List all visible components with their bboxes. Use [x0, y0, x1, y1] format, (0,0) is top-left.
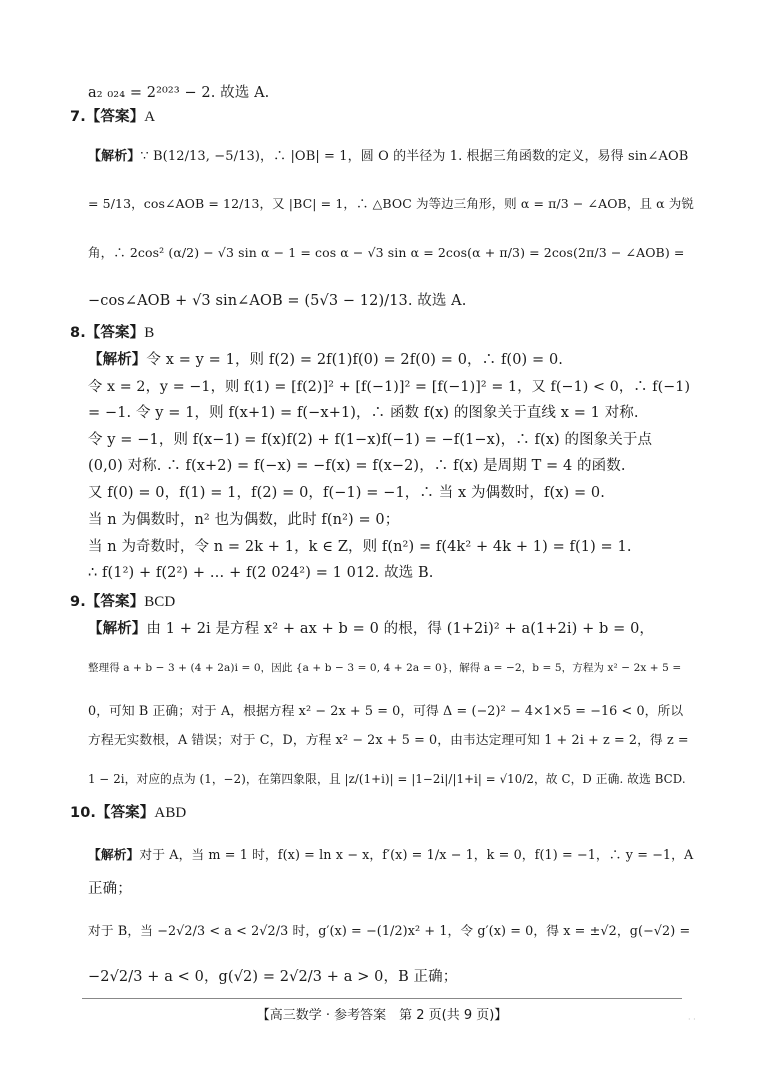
text-line	[88, 731, 689, 751]
line-text: 令 x = y = 1，则 f(2) = 2f(1)f(0) = 2f(0) = 0，∴ f(0) = 0.	[146, 352, 563, 368]
answer-value: B	[144, 325, 155, 341]
analysis-tag: 【解析】	[88, 621, 147, 637]
text-line	[88, 483, 605, 503]
line-text: 对于 A，当 m = 1 时，f(x) = ln x − x，f′(x) = 1/x − 1，k = 0，f(1) = −1，∴ y = −1，A	[139, 848, 694, 863]
line-text: 又 f(0) = 0，f(1) = 1，f(2) = 0，f(−1) = −1，∴ 当 x 为偶数时，f(x) = 0.	[88, 485, 605, 501]
answer-heading	[70, 107, 155, 127]
answer-label: 10.【答案】	[70, 805, 155, 821]
line-text: 当 n 为奇数时，令 n = 2k + 1，k ∈ Z，则 f(n²) = f(4k² + 4k + 1) = f(1) = 1.	[88, 539, 632, 555]
line-text: a₂ ₀₂₄ = 2²⁰²³ − 2. 故选 A.	[88, 85, 270, 101]
answer-label: 8.【答案】	[70, 325, 145, 341]
line-text: 由 1 + 2i 是方程 x² + ax + b = 0 的根，得 (1+2i)² + a(1+2i) + b = 0，	[146, 621, 655, 637]
text-line	[88, 403, 639, 423]
text-line	[88, 658, 681, 678]
line-text: ∴ f(1²) + f(2²) + … + f(2 024²) = 1 012. 故选 B.	[88, 565, 434, 581]
text-line	[88, 922, 690, 942]
text-line	[88, 147, 688, 167]
line-text: = −1. 令 y = 1，则 f(x+1) = f(−x+1)，∴ 函数 f(x) 的图象关于直线 x = 1 对称.	[88, 405, 639, 421]
line-text: −2√2/3 + a < 0，g(√2) = 2√2/3 + a > 0，B 正确；	[88, 969, 458, 985]
text-line	[88, 846, 693, 866]
text-line	[88, 510, 399, 530]
analysis-tag: 【解析】	[88, 149, 141, 164]
line-text: 当 n 为偶数时，n² 也为偶数，此时 f(n²) = 0；	[88, 512, 400, 528]
analysis-tag: 【解析】	[88, 352, 147, 368]
line-text: (0,0) 对称. ∴ f(x+2) = f(−x) = −f(x) = f(x−2)，∴ f(x) 是周期 T = 4 的函数.	[88, 458, 626, 474]
text-line	[88, 879, 132, 899]
text-line	[88, 377, 690, 397]
text-line	[88, 194, 694, 214]
text-line	[88, 537, 632, 557]
line-text: ∵ B(12/13, −5/13)，∴ |OB| = 1，圆 O 的半径为 1. 根据三角函数的定义，易得 sin∠AOB	[140, 149, 689, 164]
answer-heading	[70, 803, 186, 823]
text-line	[88, 619, 654, 639]
line-text: 令 y = −1，则 f(x−1) = f(x)f(2) + f(1−x)f(−1) = −f(1−x)，∴ f(x) 的图象关于点	[88, 432, 653, 448]
answer-heading	[70, 323, 154, 343]
line-text: −cos∠AOB + √3 sin∠AOB = (5√3 − 12)/13. 故选 A.	[88, 293, 467, 309]
text-line	[88, 456, 626, 476]
line-text: = 5/13，cos∠AOB = 12/13，又 |BC| = 1，∴ △BOC 为等边三角形，则 α = π/3 − ∠AOB，且 α 为锐	[88, 196, 694, 211]
line-text: 1 − 2i，对应的点为 (1，−2)，在第四象限，且 |z/(1+i)| = |1−2i|/|1+i| = √10/2，故 C，D 正确. 故选 BCD.	[88, 772, 686, 786]
answer-heading	[70, 592, 175, 612]
text-line	[88, 702, 683, 722]
text-line	[88, 83, 269, 103]
line-text: 令 x = 2，y = −1，则 f(1) = [f(2)]² + [f(−1)]² = [f(−1)]² = 1，又 f(−1) < 0，∴ f(−1)	[88, 379, 691, 395]
text-line	[88, 430, 652, 450]
line-text: 正确；	[88, 881, 132, 897]
text-line	[88, 563, 433, 583]
text-line	[88, 967, 457, 987]
text-line	[88, 350, 563, 370]
line-text: 对于 B，当 −2√2/3 < a < 2√2/3 时，g′(x) = −(1/2)x² + 1，令 g′(x) = 0，得 x = ±√2，g(−√2) =	[88, 924, 691, 939]
text-line	[88, 291, 466, 311]
page-footer: 【高三数学 · 参考答案 第 2 页(共 9 页)】	[256, 1008, 508, 1023]
footer-rule	[82, 998, 682, 999]
answer-label: 7.【答案】	[70, 109, 145, 125]
answer-value: ABD	[154, 805, 187, 821]
text-line	[88, 769, 686, 789]
line-text: 整理得 a + b − 3 + (4 + 2a)i = 0，因此 {a + b − 3 = 0, 4 + 2a = 0}，解得 a = −2，b = 5，方程为 x² − 2x + 5 =	[88, 662, 682, 674]
answer-value: BCD	[144, 594, 176, 610]
line-text: 0，可知 B 正确；对于 A，根据方程 x² − 2x + 5 = 0，可得 Δ = (−2)² − 4×1×5 = −16 < 0，所以	[88, 704, 684, 719]
corner-mark: · ·	[688, 1015, 696, 1024]
answer-value: A	[144, 109, 156, 125]
analysis-tag: 【解析】	[88, 848, 140, 863]
text-line	[88, 243, 684, 263]
line-text: 角，∴ 2cos² (α/2) − √3 sin α − 1 = cos α − √3 sin α = 2cos(α + π/3) = 2cos(2π/3 − ∠AOB) =	[88, 245, 685, 260]
line-text: 方程无实数根，A 错误；对于 C，D，方程 x² − 2x + 5 = 0，由韦达定理可知 1 + 2i + z = 2，得 z =	[88, 733, 689, 748]
answer-label: 9.【答案】	[70, 594, 145, 610]
